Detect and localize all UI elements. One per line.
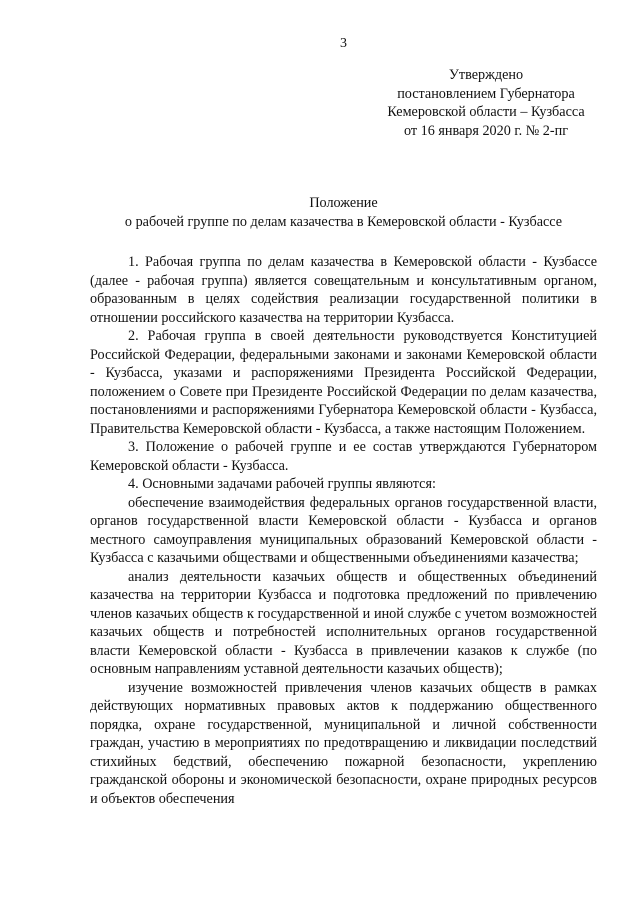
paragraph-task-3: изучение возможностей привлечения членов казачьих обществ в рамках действующих нормативных правовых актов к поддержанию общественного порядка, охране государственной, муниципальной и личной собственности граждан, участию в мероприятиях по предотвращению и ликвидации последствий стихийных бедствий, обеспечению пожарной безопасности, укреплению гражданской обороны и экономической безопасности, охране природных ресурсов и объектов обеспечения <box>90 679 597 807</box>
paragraph-task-1: обеспечение взаимодействия федеральных органов государственной власти, органов государственной власти Кемеровской области - Кузбасса и органов местного самоуправления муниципальных образований Кемеровской области - Кузбасса с казачьими обществами и общественными объединениями казачества; <box>90 494 597 566</box>
approval-line-2: постановлением Губернатора <box>397 85 575 102</box>
paragraph-2: 2. Рабочая группа в своей деятельности руководствуется Конституцией Российской Федерации, федеральными законами и законами Кемеровской области - Кузбасса, указами и распоряжениями Президента Российской Федерации, положением о Совете при Президенте Российской Федерации по делам казачества, постановлениями и распоряжениями Губернатора Кемеровской области - Кузбасса, Правительства Кемеровской области - Кузбасса, а также настоящим Положением. <box>90 328 597 437</box>
approval-line-3: Кемеровской области – Кузбасса <box>387 104 585 120</box>
approval-stamp <box>373 66 599 140</box>
paragraph-task-2: анализ деятельности казачьих обществ и общественных объединений казачества на территории Кузбасса и подготовка предложений по привлечению членов казачьих обществ к государственной и иной службе с учетом возможностей казачьих обществ и потребностей исполнительных органов государственной власти Кемеровской области - Кузбасса в привлечении казаков к службе (по основным направлениям уставной деятельности казачьих обществ); <box>90 568 597 677</box>
document-body <box>90 253 597 808</box>
title-line-2: о рабочей группе по делам казачества в Кемеровской области - Кузбассе <box>124 213 563 230</box>
approval-line-1: Утверждено <box>448 67 524 83</box>
document-title <box>90 194 597 231</box>
paragraph-3: 3. Положение о рабочей группе и ее состав утверждаются Губернатором Кемеровской области - Кузбасса. <box>90 439 597 474</box>
title-line-1: Положение <box>309 195 378 211</box>
paragraph-4: 4. Основными задачами рабочей группы являются: <box>128 476 436 492</box>
page-number: 3 <box>340 36 347 51</box>
paragraph-1: 1. Рабочая группа по делам казачества в Кемеровской области - Кузбассе (далее - рабочая группа) является совещательным и консультативным органом, образованным в целях содействия реализации государственной политики в отношении российского казачества на территории Кузбасса. <box>90 254 597 326</box>
approval-line-4: от 16 января 2020 г. № 2-пг <box>403 122 569 139</box>
